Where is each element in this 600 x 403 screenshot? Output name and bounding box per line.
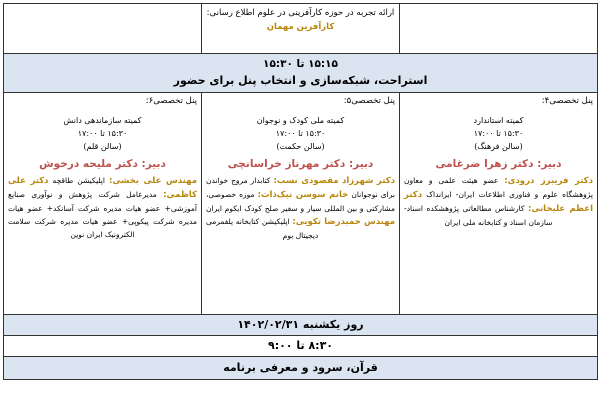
day-row	[4, 315, 598, 336]
speaker-name: دکتر اعظم علیخانی:	[404, 190, 593, 214]
break-row	[4, 54, 598, 93]
panel-committee: کمیته ملی کودک و نوجوان	[256, 116, 345, 125]
speaker-name: خانم سوسن نیک‌ذات:	[257, 190, 349, 200]
break-title: استراحت، شبکه‌سازی و انتخاب پنل برای حضور	[173, 74, 428, 87]
speaker-name: مهندس علی بخشی:	[109, 176, 197, 186]
speaker-desc: عضو هیئت علمی و معاون پژوهشگاه علوم و فناوری اطلاعات ایران- ایرانداک	[404, 176, 594, 199]
break-time: ۱۵:۱۵ تا ۱۵:۳۰	[263, 58, 338, 70]
day-cell: روز یکشنبه ۱۴۰۲/۰۲/۳۱	[4, 315, 598, 336]
schedule-table	[3, 3, 598, 380]
panel-hall: (سالن قلم)	[83, 142, 122, 151]
panel-time: ۱۵:۳۰ تا ۱۷:۰۰	[275, 129, 326, 138]
speaker-desc: کتابدار مروج خواندن برای نوجوانان	[206, 176, 395, 199]
panel-hall: (سالن فرهنگ)	[474, 142, 523, 151]
panel-time: ۱۵:۳۰ تا ۱۷:۰۰	[77, 129, 128, 138]
panel-committee: کمیته استاندارد	[473, 116, 524, 125]
opening-row	[4, 357, 598, 380]
opening-cell: قرآن، سرود و معرفی برنامه	[4, 357, 598, 380]
panel-title: پنل تخصصی۴:	[541, 96, 593, 106]
panel-6	[4, 93, 202, 315]
experience-cell	[202, 4, 400, 54]
panel-hall: (سالن حکمت)	[276, 142, 325, 151]
speaker-name: دکتر فریبرز درودی:	[504, 176, 593, 186]
speaker-name: دکتر شهرزاد مقصودی نسب:	[273, 176, 395, 186]
speaker-name: دکتر علی کاظمی:	[8, 176, 197, 200]
panel-speakers	[8, 174, 197, 241]
panel-speakers	[206, 174, 395, 242]
speaker-desc: اپلیکیشن کتابخانه یلفمرمی دیجیتال بوم	[206, 217, 319, 240]
time-cell: ۸:۳۰ تا ۹:۰۰	[4, 336, 598, 357]
panel-title: پنل تخصصی۶:	[145, 96, 197, 106]
experience-text: ارائه تجربه در حوزه کارآفرینی در علوم اطلاع رسانی:	[206, 8, 395, 18]
panel-chair: دبیر: دکتر مهرناز خراسانچی	[227, 158, 374, 170]
panel-4	[400, 93, 598, 315]
speaker-desc: موزه خصوصی، مشارکتی و بین المللی سیار و سفیر صلح کودک ایکوم ایران	[206, 190, 395, 213]
top-row	[4, 4, 598, 54]
speaker-desc: اپلیکیشن طاقچه	[52, 176, 109, 185]
panel-committee: کمیته سازماندهی دانش	[63, 116, 142, 125]
panel-chair: دبیر: دکتر ملیحه درخوش	[39, 158, 166, 170]
time-row	[4, 336, 598, 357]
panel-speakers	[404, 174, 593, 229]
speaker-name: مهندس حمیدرضا تکویی:	[292, 217, 395, 227]
panel-title: پنل تخصصی۵:	[343, 96, 395, 106]
empty-cell-right	[400, 4, 598, 54]
panels-row	[4, 93, 598, 315]
panel-chair: دبیر: دکتر زهرا ضرغامی	[435, 158, 562, 170]
empty-cell-left	[4, 4, 202, 54]
speaker-desc: کارشناس مطالعاتی پژوهشکده اسناد- سازمان اسناد و کتابخانه ملی ایران	[404, 204, 553, 227]
panel-5	[202, 93, 400, 315]
break-cell	[4, 54, 598, 93]
panel-time: ۱۵:۳۰ تا ۱۷:۰۰	[473, 129, 524, 138]
speaker-desc: مدیرعامل شرکت پژوهش و نوآوری صنایع آموزشی+ عضو هیات مدیره شرکت آسانکد+ عضو هیات مدیره شرکت پیکوپی+ عضو هیات مدیره شرکت سلامت الکترونیک ایران نوین	[8, 190, 197, 239]
guest-presenter: کارآفرین مهمان	[266, 22, 335, 32]
